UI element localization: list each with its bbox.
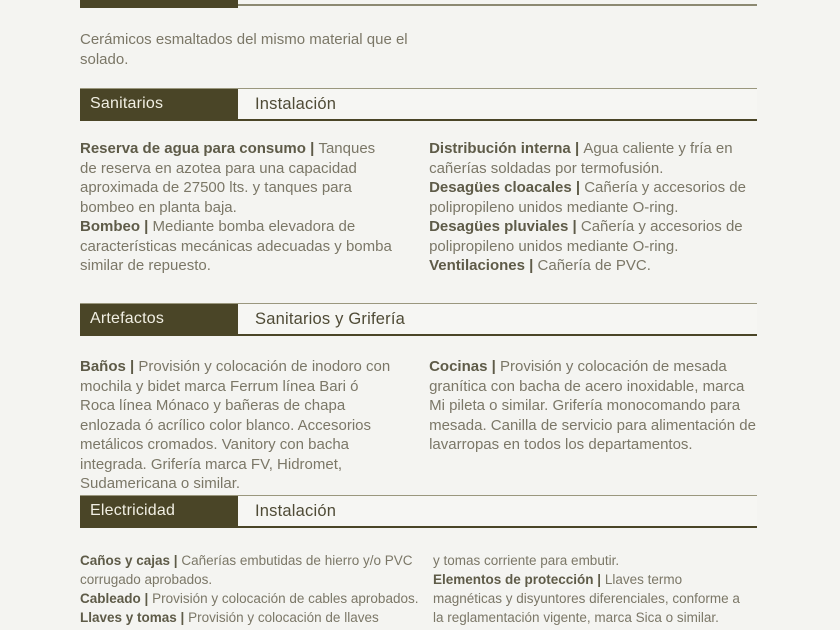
section-title-badge: Artefactos (80, 304, 238, 334)
previous-section-rule (238, 4, 757, 6)
spec-label: Baños | (80, 358, 135, 375)
spec-label: Desagües pluviales | (429, 218, 577, 235)
spec-label: Desagües cloacales | (429, 179, 581, 196)
section-subtitle: Sanitarios y Grifería (255, 309, 406, 328)
spec-item (80, 608, 425, 627)
spec-item (80, 217, 394, 276)
spec-label: Caños y cajas | (80, 553, 178, 568)
spec-label: Distribución interna | (429, 140, 580, 157)
section-subtitle: Instalación (255, 94, 337, 113)
spec-text: Tanques de reserva en azotea para una capacidad aproximada de 27500 lts. y tanques para bombeo en planta baja. (80, 140, 376, 216)
spec-label: Cocinas | (429, 358, 496, 375)
section-title-badge: Electricidad (80, 496, 238, 526)
spec-item (433, 570, 745, 627)
spec-item (433, 551, 745, 570)
spec-text: Provisión y colocación de mesada granítica con bacha de acero inoxidable, marca Mi pileta o similar. Grifería monocomando para mesada. Canilla de servicio para alimentación de lavarropas en todos los departamentos. (429, 358, 756, 453)
spec-text: Provisión y colocación de cables aprobados. (152, 591, 419, 606)
previous-section-badge-cut (80, 0, 238, 8)
section-header-electricidad (80, 495, 757, 528)
spec-text: Cañería de PVC. (537, 257, 651, 274)
section-subtitle: Instalación (255, 501, 337, 520)
spec-label: Elementos de protección | (433, 572, 602, 587)
spec-text: Cañerías embutidas de hierro y/o PVC corrugado aprobados. (80, 553, 413, 587)
spec-text: Agua caliente y fría en cañerías soldadas por termofusión. (429, 140, 733, 177)
right-column (433, 551, 745, 627)
spec-item (429, 217, 757, 256)
spec-text: Mediante bomba elevadora de características mecánicas adecuadas y bomba similar de repuesto. (80, 218, 392, 274)
spec-item (429, 256, 757, 276)
section-title-badge: Sanitarios (80, 89, 238, 119)
spec-text: y tomas corriente para embutir. (433, 553, 620, 568)
section-header-sanitarios (80, 88, 757, 121)
section-body-electricidad (80, 551, 757, 627)
right-column (429, 139, 757, 276)
section-body-sanitarios (80, 139, 757, 276)
spec-item (80, 357, 394, 494)
spec-item (429, 178, 757, 217)
spec-label: Llaves y tomas | (80, 610, 185, 625)
spec-text: Cañería y accesorios de polipropileno unidos mediante O-ring. (429, 179, 746, 216)
spec-label: Ventilaciones | (429, 257, 534, 274)
spec-item (429, 357, 757, 455)
left-column (80, 139, 394, 276)
spec-text: Provisión y colocación de inodoro con mochila y bidet marca Ferrum línea Bari ó Roca línea Mónaco y bañeras de chapa enlozada ó acrílico color blanco. Accesorios metálicos cromados. Vanitory con bacha integrada. Grifería marca FV, Hidromet, Sudamericana o similar. (80, 358, 391, 492)
spec-label: Reserva de agua para consumo | (80, 140, 315, 157)
section-header-artefactos (80, 303, 757, 336)
intro-paragraph: Cerámicos esmaltados del mismo material que el solado. (80, 31, 408, 68)
spec-text: Cañería y accesorios de polipropileno unidos mediante O-ring. (429, 218, 743, 255)
spec-label: Cableado | (80, 591, 149, 606)
spec-item (80, 139, 394, 217)
right-column (429, 357, 757, 494)
left-column (80, 357, 394, 494)
spec-item (80, 551, 425, 589)
left-column (80, 551, 425, 627)
spec-text: Provisión y colocación de llaves (188, 610, 379, 625)
spec-text: Llaves termo magnéticas y disyuntores diferenciales, conforme a la reglamentación vigente, marca Sica o similar. (433, 572, 740, 625)
spec-item (429, 139, 757, 178)
section-body-artefactos (80, 357, 757, 494)
spec-label: Bombeo | (80, 218, 149, 235)
spec-item (80, 589, 425, 608)
